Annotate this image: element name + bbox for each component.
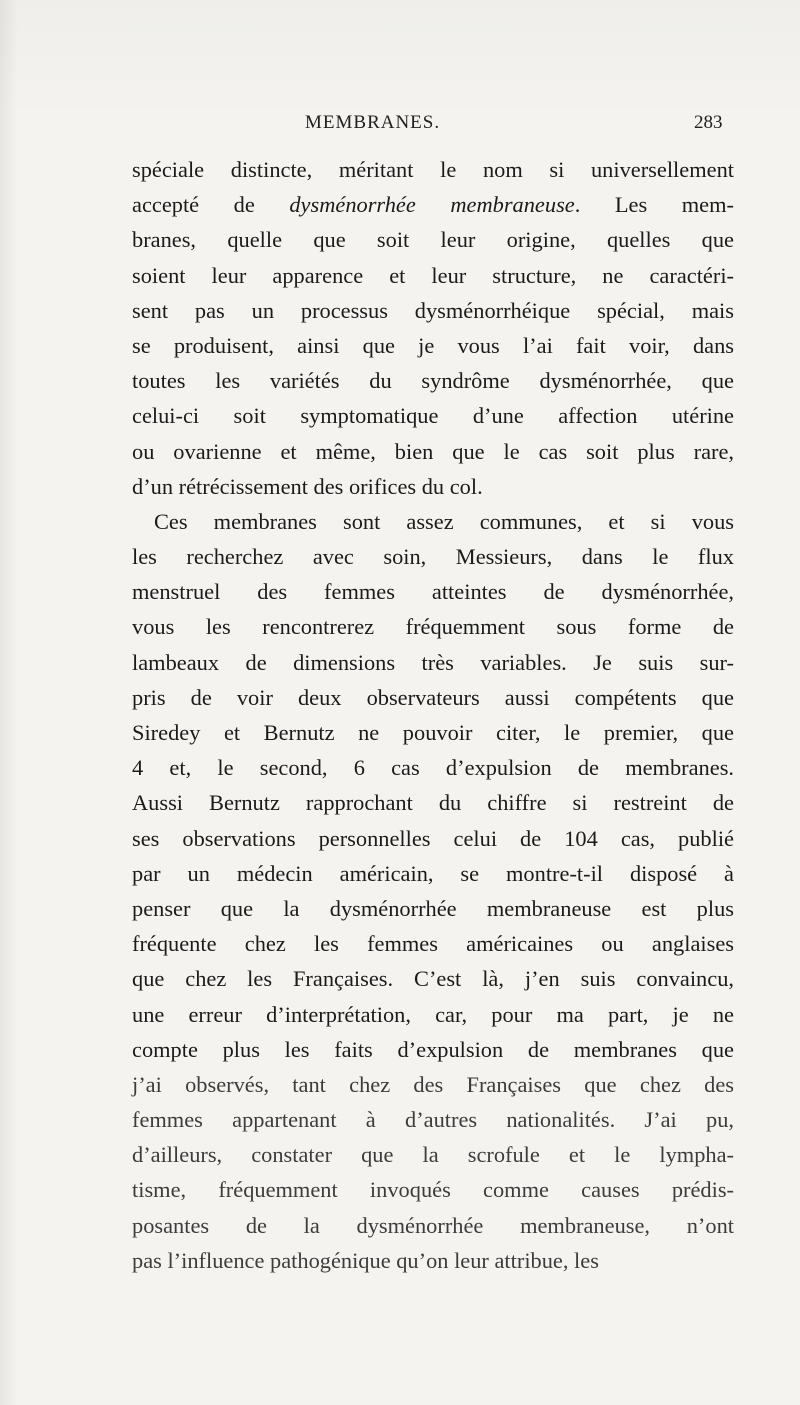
text-line: penser que la dysménorrhée membraneuse est plus	[132, 895, 734, 921]
text-line: ou ovarienne et même, bien que le cas soit plus rare,	[132, 438, 734, 464]
page-number: 283	[694, 112, 723, 133]
text-line: femmes appartenant à d’autres nationalités. J’ai pu,	[132, 1107, 734, 1133]
paragraph-end-line: d’un rétrécissement des orifices du col.	[132, 473, 483, 499]
text-line: pas l’influence pathogénique qu’on leur attribue, les	[132, 1247, 599, 1273]
text-line: branes, quelle que soit leur origine, quelles que	[132, 227, 734, 253]
page-header	[0, 112, 800, 140]
text-line	[132, 187, 734, 222]
text-line: 4 et, le second, 6 cas d’expulsion de membranes.	[132, 755, 734, 781]
text-line: sent pas un processus dysménorrhéique spécial, mais	[132, 297, 734, 323]
text-line: que chez les Françaises. C’est là, j’en suis convaincu,	[132, 966, 734, 992]
text-line: j’ai observés, tant chez des Françaises que chez des	[132, 1071, 734, 1097]
italic-term: dysménorrhée membraneuse	[289, 192, 575, 218]
text-line: Siredey et Bernutz ne pouvoir citer, le premier, que	[132, 720, 734, 745]
text-line: posantes de la dysménorrhée membraneuse, n’ont	[132, 1212, 734, 1238]
text-line: d’ailleurs, constater que la scrofule et le lympha-	[132, 1142, 734, 1168]
text-line: compte plus les faits d’expulsion de membranes que	[132, 1036, 734, 1062]
text-line: pris de voir deux observateurs aussi compétents que	[132, 684, 734, 710]
running-head: MEMBRANES.	[305, 112, 441, 133]
text-line: Aussi Bernutz rapprochant du chiffre si restreint de	[132, 790, 734, 816]
text-line: fréquente chez les femmes américaines ou anglaises	[132, 931, 734, 957]
text-line: tisme, fréquemment invoqués comme causes prédis-	[132, 1177, 734, 1203]
text-line: ses observations personnelles celui de 104 cas, publié	[132, 825, 734, 851]
text-line: spéciale distincte, méritant le nom si universellement	[132, 157, 734, 182]
text-line: les recherchez avec soin, Messieurs, dans le flux	[132, 544, 734, 570]
text-line: soient leur apparence et leur structure, ne caractéri-	[132, 262, 734, 288]
text-line: une erreur d’interprétation, car, pour ma part, je ne	[132, 1001, 734, 1027]
text-line: vous les rencontrerez fréquemment sous forme de	[132, 614, 734, 640]
text-line: toutes les variétés du syndrôme dysménorrhée, que	[132, 368, 734, 394]
text-line: menstruel des femmes atteintes de dysménorrhée,	[132, 579, 734, 605]
body-text	[132, 152, 734, 1278]
text-segment: accepté de	[132, 192, 290, 218]
text-line: lambeaux de dimensions très variables. Je suis sur-	[132, 649, 734, 675]
text-line: par un médecin américain, se montre-t-il disposé à	[132, 860, 734, 886]
text-line: celui-ci soit symptomatique d’une affection utérine	[132, 403, 734, 429]
text-segment: . Les mem-	[574, 192, 734, 218]
paragraph-start-line: Ces membranes sont assez communes, et si vous	[154, 508, 734, 534]
text-line: se produisent, ainsi que je vous l’ai fait voir, dans	[132, 332, 734, 358]
